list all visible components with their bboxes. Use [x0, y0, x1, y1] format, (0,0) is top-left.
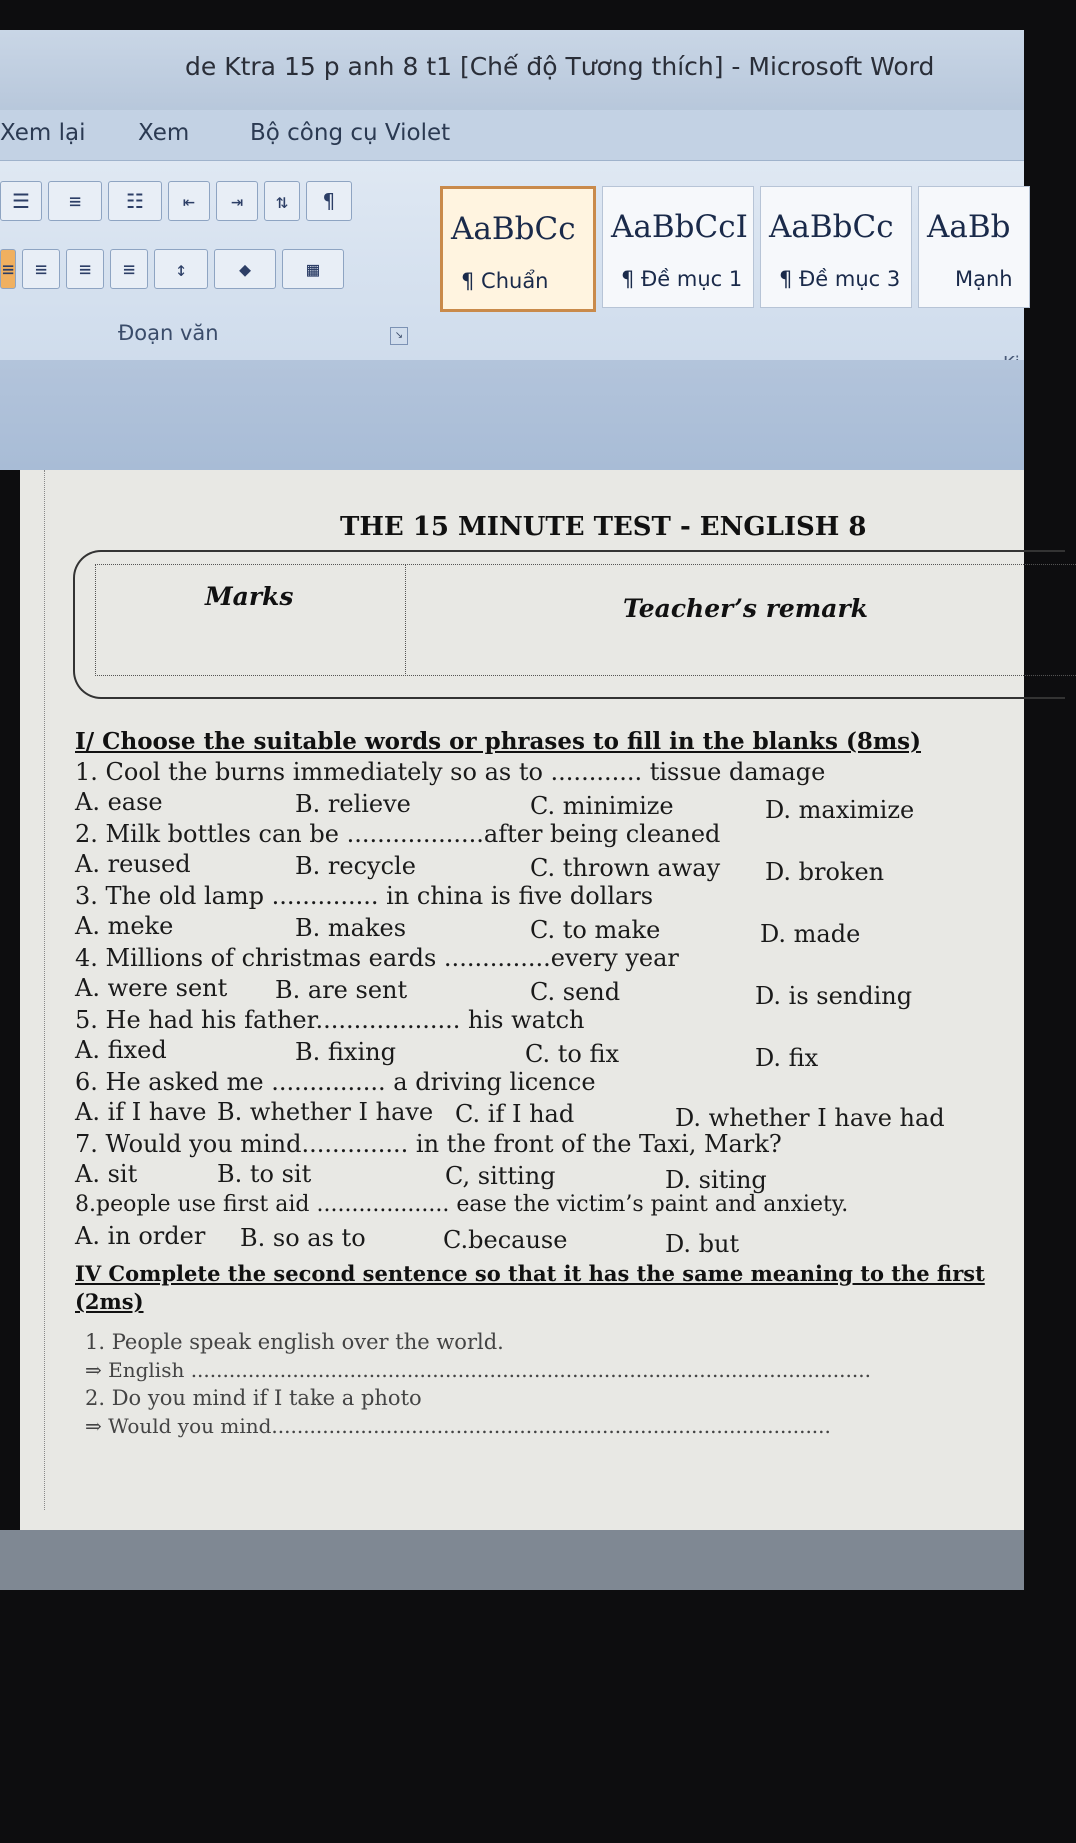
test-title: THE 15 MINUTE TEST - ENGLISH 8	[340, 512, 867, 542]
numbering-button[interactable]: ≡	[48, 181, 102, 221]
status-area	[0, 1530, 1024, 1590]
option-c: C. to make	[530, 916, 661, 944]
menu-item-violet[interactable]: Bộ công cụ Violet	[250, 120, 451, 146]
option-b: B. are sent	[275, 976, 408, 1004]
option-d: D. but	[665, 1230, 740, 1258]
increase-indent-button[interactable]: ⇥	[216, 181, 258, 221]
option-b: B. makes	[295, 914, 407, 942]
multilevel-list-button[interactable]: ☷	[108, 181, 162, 221]
line-spacing-button[interactable]: ↕	[154, 249, 208, 289]
question-2: 2. Milk bottles can be ..................after being cleaned	[75, 820, 721, 848]
option-a: A. reused	[75, 850, 191, 878]
menu-item-review[interactable]: Xem lại	[0, 120, 86, 146]
option-c: C. thrown away	[530, 854, 721, 882]
decrease-indent-button[interactable]: ⇤	[168, 181, 210, 221]
window-title: de Ktra 15 p anh 8 t1 [Chế độ Tương thích] - Microsoft Word	[185, 52, 935, 81]
style-name: ¶ Đề mục 3	[779, 267, 901, 291]
option-d: D. whether I have had	[675, 1104, 945, 1132]
option-a: A. meke	[75, 912, 174, 940]
option-a: A. if I have	[75, 1098, 207, 1126]
menu-bar	[0, 110, 1024, 160]
option-d: D. made	[760, 920, 861, 948]
align-center-button[interactable]: ≡	[22, 249, 60, 289]
option-b: B. relieve	[295, 790, 411, 818]
justify-button[interactable]: ≡	[110, 249, 148, 289]
style-sample: AaBbCc	[451, 211, 576, 247]
question-3: 3. The old lamp .............. in china is five dollars	[75, 882, 654, 910]
show-marks-button[interactable]: ¶	[306, 181, 352, 221]
ribbon	[0, 160, 1024, 361]
style-name: Mạnh	[955, 267, 1013, 291]
table-border	[95, 564, 1076, 676]
option-d: D. maximize	[765, 796, 915, 824]
table-divider	[405, 564, 406, 674]
option-d: D. fix	[755, 1044, 819, 1072]
option-c: C. to fix	[525, 1040, 620, 1068]
option-c: C. send	[530, 978, 621, 1006]
paragraph-group-label: Đoạn văn	[118, 321, 219, 345]
rewrite-answer-1[interactable]: ⇒ English ...........................................................................................................	[85, 1358, 871, 1382]
question-5: 5. He had his father................... his watch	[75, 1006, 585, 1034]
style-name: ¶ Đề mục 1	[621, 267, 743, 291]
style-heading-3[interactable]	[760, 186, 912, 308]
style-strong[interactable]	[918, 186, 1030, 308]
align-left-button[interactable]: ≡	[0, 249, 16, 289]
styles-gallery	[440, 186, 1030, 312]
option-d: D. siting	[665, 1166, 767, 1194]
option-a: A. ease	[75, 788, 163, 816]
shading-button[interactable]: ◆	[214, 249, 276, 289]
style-heading-1[interactable]	[602, 186, 754, 308]
style-sample: AaBbCc	[769, 209, 894, 245]
question-8: 8.people use first aid ................... ease the victim’s paint and anxiety.	[75, 1192, 849, 1217]
option-b: B. recycle	[295, 852, 416, 880]
option-c: C. if I had	[455, 1100, 575, 1128]
option-a: A. fixed	[75, 1036, 167, 1064]
section-2-title: IV Complete the second sentence so that it has the same meaning to the first (2ms)	[75, 1261, 985, 1314]
question-1: 1. Cool the burns immediately so as to ............ tissue damage	[75, 758, 826, 786]
align-right-button[interactable]: ≡	[66, 249, 104, 289]
question-4: 4. Millions of christmas eards ..............every year	[75, 944, 679, 972]
teacher-remark-label: Teacher’s remark	[623, 594, 868, 623]
question-7: 7. Would you mind.............. in the front of the Taxi, Mark?	[75, 1130, 782, 1158]
option-d: D. broken	[765, 858, 885, 886]
dialog-launcher-icon[interactable]: ↘	[390, 327, 408, 345]
option-b: B. to sit	[217, 1160, 312, 1188]
option-d: D. is sending	[755, 982, 913, 1010]
bullets-button[interactable]: ☰	[0, 181, 42, 221]
option-c: C. minimize	[530, 792, 674, 820]
menu-item-view[interactable]: Xem	[138, 120, 190, 146]
option-b: B. fixing	[295, 1038, 396, 1066]
marks-label: Marks	[205, 582, 294, 611]
section-1-title: I/ Choose the suitable words or phrases to fill in the blanks (8ms)	[75, 728, 921, 755]
style-name: ¶ Chuẩn	[461, 269, 549, 293]
option-a: A. were sent	[75, 974, 228, 1002]
ruler-area	[0, 360, 1024, 470]
option-a: A. in order	[75, 1222, 206, 1250]
sort-button[interactable]: ⇅	[264, 181, 300, 221]
marks-table	[73, 550, 1065, 699]
rewrite-prompt-1: 1. People speak english over the world.	[85, 1330, 504, 1354]
option-c: C.because	[443, 1226, 568, 1254]
question-6: 6. He asked me ............... a driving licence	[75, 1068, 596, 1096]
style-sample: AaBb	[927, 209, 1011, 245]
rewrite-prompt-2: 2. Do you mind if I take a photo	[85, 1386, 422, 1410]
option-b: B. whether I have	[217, 1098, 434, 1126]
option-a: A. sit	[75, 1160, 138, 1188]
rewrite-answer-2[interactable]: ⇒ Would you mind........................................................................................	[85, 1414, 831, 1438]
title-bar	[0, 30, 1024, 118]
borders-button[interactable]: ▦	[282, 249, 344, 289]
option-c: C, sitting	[445, 1162, 556, 1190]
style-normal[interactable]	[440, 186, 596, 312]
page-content[interactable]	[44, 470, 1025, 1510]
style-sample: AaBbCcI	[611, 209, 748, 245]
option-b: B. so as to	[240, 1224, 366, 1252]
document-page	[20, 470, 1024, 1530]
